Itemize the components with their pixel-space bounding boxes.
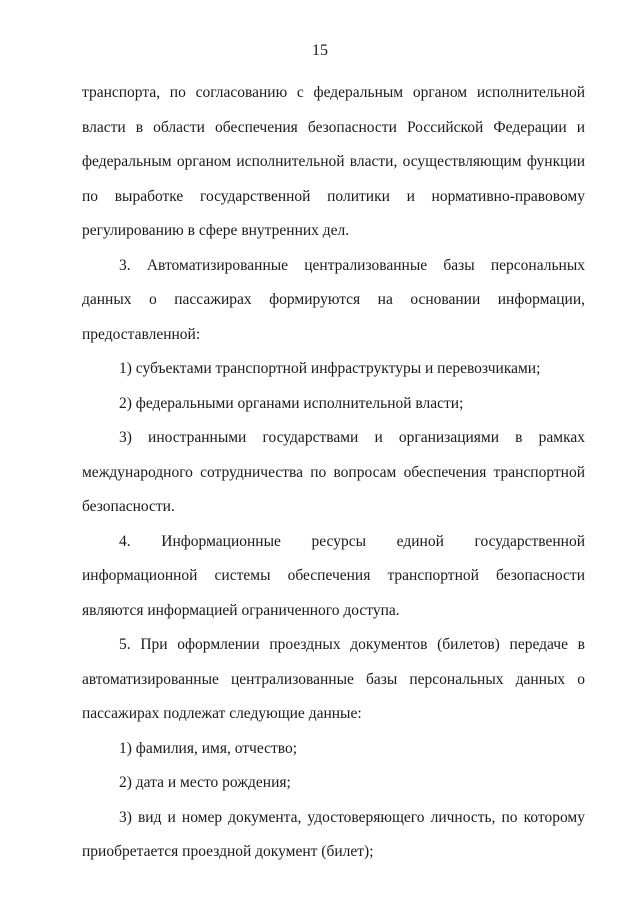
paragraph-data-1: 1) фамилия, имя, отчество;	[119, 739, 298, 757]
paragraph-data-3: 3) вид и номер документа, удостоверяющего личность, по которому приобретается проездной документ (билет);	[82, 808, 585, 860]
paragraph-continuation: транспорта, по согласованию с федеральным органом исполнительной власти в области обеспечения безопасности Российской Федерации и федеральным органом исполнительной власти, осуществляющим функции по выработке государственной политики и нормативно-правовому регулированию в сфере внутренних дел.	[82, 84, 585, 239]
document-body	[82, 76, 585, 870]
paragraph-subitem-2: 2) федеральными органами исполнительной власти;	[119, 394, 464, 412]
paragraph-item-3: 3. Автоматизированные централизованные базы персональных данных о пассажирах формируются на основании информации, предоставленной:	[82, 256, 585, 343]
paragraph-item-4: 4. Информационные ресурсы единой государственной информационной системы обеспечения транспортной безопасности являются информацией ограниченного доступа.	[82, 532, 585, 619]
paragraph-subitem-3: 3) иностранными государствами и организациями в рамках международного сотрудничества по вопросам обеспечения транспортной безопасности.	[82, 429, 585, 515]
paragraph-subitem-1: 1) субъектами транспортной инфраструктуры и перевозчиками;	[119, 360, 541, 377]
page-number: 15	[312, 42, 328, 59]
paragraph-item-5: 5. При оформлении проездных документов (билетов) передаче в автоматизированные централизованные базы персональных данных о пассажирах подлежат следующие данные:	[82, 636, 585, 722]
paragraph-data-2: 2) дата и место рождения;	[119, 774, 291, 791]
